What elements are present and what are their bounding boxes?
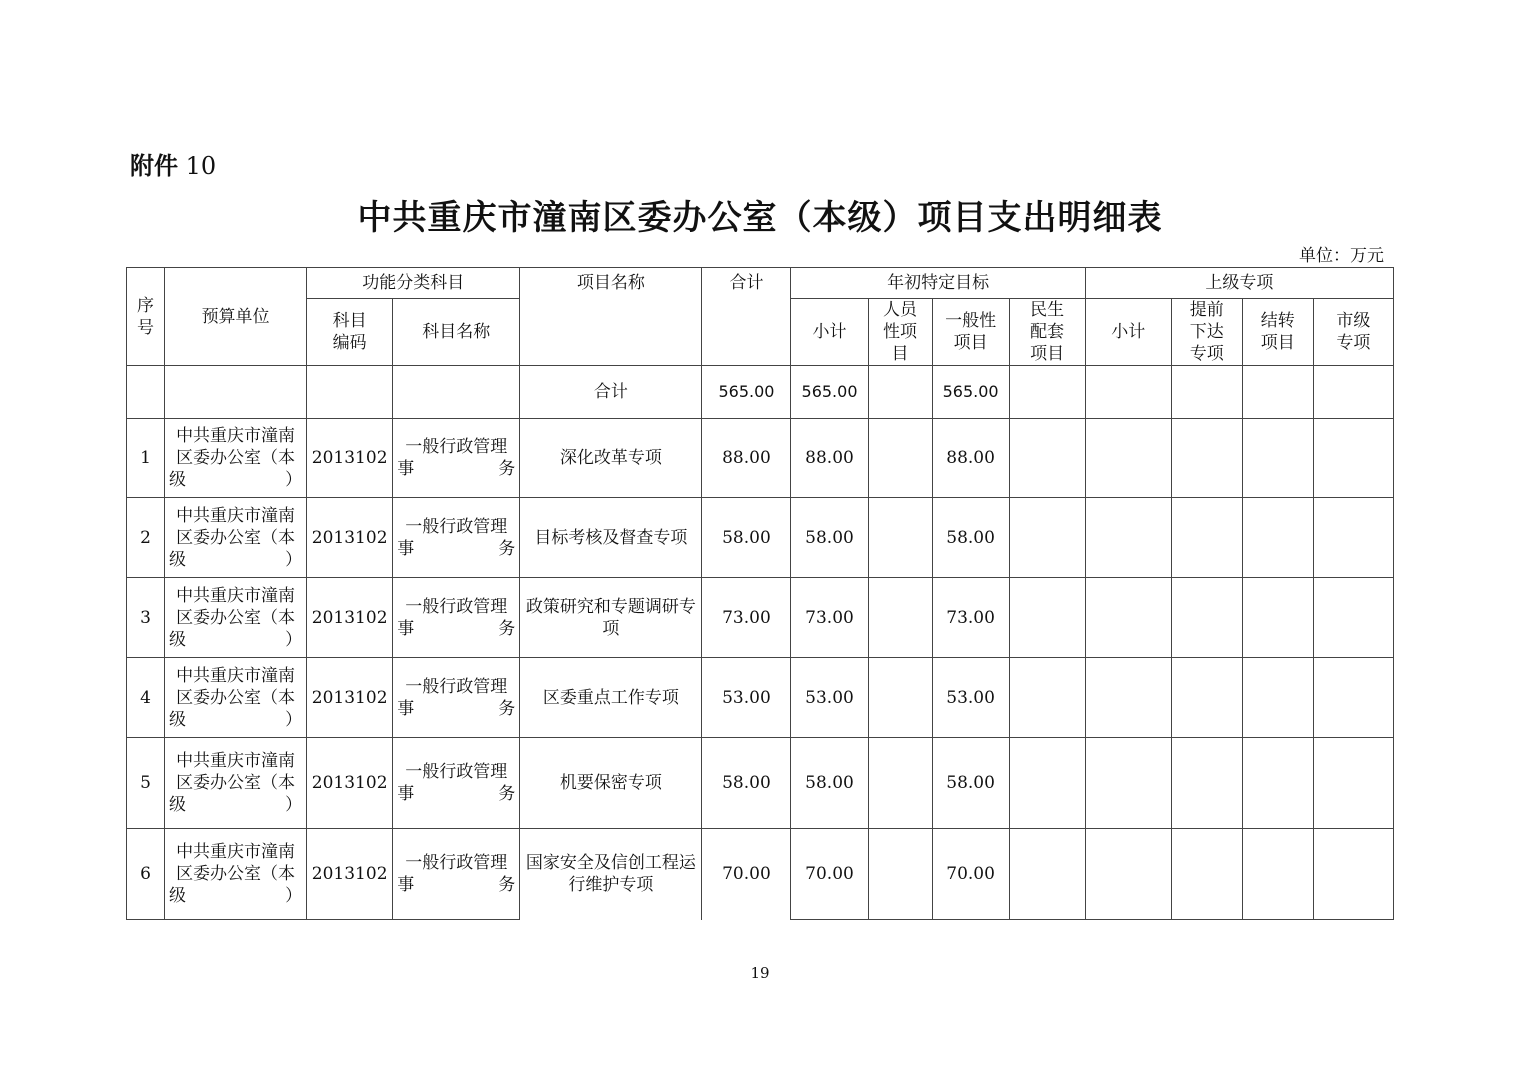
summary-code <box>307 366 393 419</box>
row-subject: 一般行政管理事务 <box>393 829 520 920</box>
row-superior-subtotal <box>1085 829 1171 920</box>
header-row-2 <box>127 299 1394 366</box>
row-total: 88.00 <box>702 419 791 498</box>
row-subtotal: 58.00 <box>791 738 868 829</box>
row-seq: 6 <box>127 829 165 920</box>
table-row <box>127 578 1394 658</box>
row-personnel <box>868 829 932 920</box>
row-total: 53.00 <box>702 658 791 738</box>
summary-general: 565.00 <box>932 366 1009 419</box>
row-subject: 一般行政管理事务 <box>393 738 520 829</box>
row-seq: 2 <box>127 498 165 578</box>
row-personnel <box>868 658 932 738</box>
header-annual-subtotal: 小计 <box>791 299 868 366</box>
page-title: 中共重庆市潼南区委办公室（本级）项目支出明细表 <box>357 198 1163 238</box>
header-city: 市级专项 <box>1313 299 1393 366</box>
row-project: 目标考核及督查专项 <box>520 498 702 578</box>
row-advance <box>1171 498 1242 578</box>
header-subject-name: 科目名称 <box>393 299 520 366</box>
row-advance <box>1171 578 1242 658</box>
header-total-blank <box>702 299 791 366</box>
row-project: 政策研究和专题调研专项 <box>520 578 702 658</box>
row-advance <box>1171 658 1242 738</box>
row-subtotal: 70.00 <box>791 829 868 920</box>
row-unit: 中共重庆市潼南区委办公室（本级） <box>165 419 307 498</box>
row-general: 58.00 <box>932 498 1009 578</box>
row-city <box>1313 829 1393 920</box>
row-general: 53.00 <box>932 658 1009 738</box>
header-superior-subtotal: 小计 <box>1085 299 1171 366</box>
row-city <box>1313 498 1393 578</box>
table-row <box>127 498 1394 578</box>
header-annual-target: 年初特定目标 <box>791 268 1085 299</box>
row-unit: 中共重庆市潼南区委办公室（本级） <box>165 829 307 920</box>
attachment-word: 附件 <box>130 152 178 180</box>
row-subject: 一般行政管理事务 <box>393 578 520 658</box>
header-personnel: 人员性项目 <box>868 299 932 366</box>
summary-livelihood <box>1009 366 1085 419</box>
row-superior-subtotal <box>1085 578 1171 658</box>
row-project: 区委重点工作专项 <box>520 658 702 738</box>
header-livelihood: 民生配套项目 <box>1009 299 1085 366</box>
row-subject: 一般行政管理事务 <box>393 658 520 738</box>
row-subtotal: 88.00 <box>791 419 868 498</box>
row-subject: 一般行政管理事务 <box>393 419 520 498</box>
summary-label: 合计 <box>520 366 702 419</box>
header-unit-name: 预算单位 <box>165 268 307 366</box>
header-row-1 <box>127 268 1394 299</box>
row-city <box>1313 419 1393 498</box>
header-carryover: 结转项目 <box>1242 299 1313 366</box>
row-general: 58.00 <box>932 738 1009 829</box>
row-general: 88.00 <box>932 419 1009 498</box>
row-superior-subtotal <box>1085 738 1171 829</box>
summary-city <box>1313 366 1393 419</box>
row-seq: 5 <box>127 738 165 829</box>
row-superior-subtotal <box>1085 498 1171 578</box>
row-total: 73.00 <box>702 578 791 658</box>
row-code: 2013102 <box>307 829 393 920</box>
row-carryover <box>1242 829 1313 920</box>
table-row <box>127 738 1394 829</box>
row-unit: 中共重庆市潼南区委办公室（本级） <box>165 578 307 658</box>
row-carryover <box>1242 419 1313 498</box>
row-project: 国家安全及信创工程运行维护专项 <box>520 829 702 920</box>
row-seq: 4 <box>127 658 165 738</box>
row-unit: 中共重庆市潼南区委办公室（本级） <box>165 498 307 578</box>
header-project-name-blank <box>520 299 702 366</box>
row-total: 58.00 <box>702 498 791 578</box>
row-city <box>1313 738 1393 829</box>
row-code: 2013102 <box>307 578 393 658</box>
row-general: 73.00 <box>932 578 1009 658</box>
unit-note: 单位：万元 <box>1299 246 1384 266</box>
row-personnel <box>868 578 932 658</box>
row-code: 2013102 <box>307 498 393 578</box>
row-carryover <box>1242 498 1313 578</box>
row-superior-subtotal <box>1085 419 1171 498</box>
row-subtotal: 58.00 <box>791 498 868 578</box>
table-row <box>127 829 1394 920</box>
header-func-class: 功能分类科目 <box>307 268 520 299</box>
row-livelihood <box>1009 498 1085 578</box>
row-livelihood <box>1009 419 1085 498</box>
table-row <box>127 419 1394 498</box>
summary-unit <box>165 366 307 419</box>
row-city <box>1313 658 1393 738</box>
row-personnel <box>868 419 932 498</box>
header-advance: 提前下达专项 <box>1171 299 1242 366</box>
summary-subtotal: 565.00 <box>791 366 868 419</box>
summary-carryover <box>1242 366 1313 419</box>
row-unit: 中共重庆市潼南区委办公室（本级） <box>165 658 307 738</box>
summary-personnel <box>868 366 932 419</box>
header-general: 一般性项目 <box>932 299 1009 366</box>
page-number: 19 <box>750 964 770 982</box>
header-total: 合计 <box>702 268 791 299</box>
row-total: 70.00 <box>702 829 791 920</box>
row-project: 深化改革专项 <box>520 419 702 498</box>
row-project: 机要保密专项 <box>520 738 702 829</box>
row-total: 58.00 <box>702 738 791 829</box>
summary-seq <box>127 366 165 419</box>
summary-total: 565.00 <box>702 366 791 419</box>
summary-row <box>127 366 1394 419</box>
row-seq: 3 <box>127 578 165 658</box>
row-advance <box>1171 829 1242 920</box>
row-subtotal: 53.00 <box>791 658 868 738</box>
summary-advance <box>1171 366 1242 419</box>
summary-subject <box>393 366 520 419</box>
row-carryover <box>1242 658 1313 738</box>
header-seq: 序号 <box>127 268 165 366</box>
header-project-name: 项目名称 <box>520 268 702 299</box>
row-subject: 一般行政管理事务 <box>393 498 520 578</box>
header-subject-code: 科目编码 <box>307 299 393 366</box>
row-city <box>1313 578 1393 658</box>
row-code: 2013102 <box>307 658 393 738</box>
row-livelihood <box>1009 829 1085 920</box>
attachment-number: 10 <box>185 152 217 180</box>
summary-superior-subtotal <box>1085 366 1171 419</box>
attachment-label <box>130 146 216 181</box>
row-seq: 1 <box>127 419 165 498</box>
row-unit: 中共重庆市潼南区委办公室（本级） <box>165 738 307 829</box>
row-advance <box>1171 738 1242 829</box>
row-livelihood <box>1009 738 1085 829</box>
row-personnel <box>868 738 932 829</box>
row-advance <box>1171 419 1242 498</box>
row-livelihood <box>1009 658 1085 738</box>
row-personnel <box>868 498 932 578</box>
row-superior-subtotal <box>1085 658 1171 738</box>
row-subtotal: 73.00 <box>791 578 868 658</box>
table-row <box>127 658 1394 738</box>
header-superior: 上级专项 <box>1085 268 1393 299</box>
row-general: 70.00 <box>932 829 1009 920</box>
row-carryover <box>1242 578 1313 658</box>
row-code: 2013102 <box>307 419 393 498</box>
row-livelihood <box>1009 578 1085 658</box>
row-carryover <box>1242 738 1313 829</box>
row-code: 2013102 <box>307 738 393 829</box>
project-expense-table <box>126 267 1394 920</box>
